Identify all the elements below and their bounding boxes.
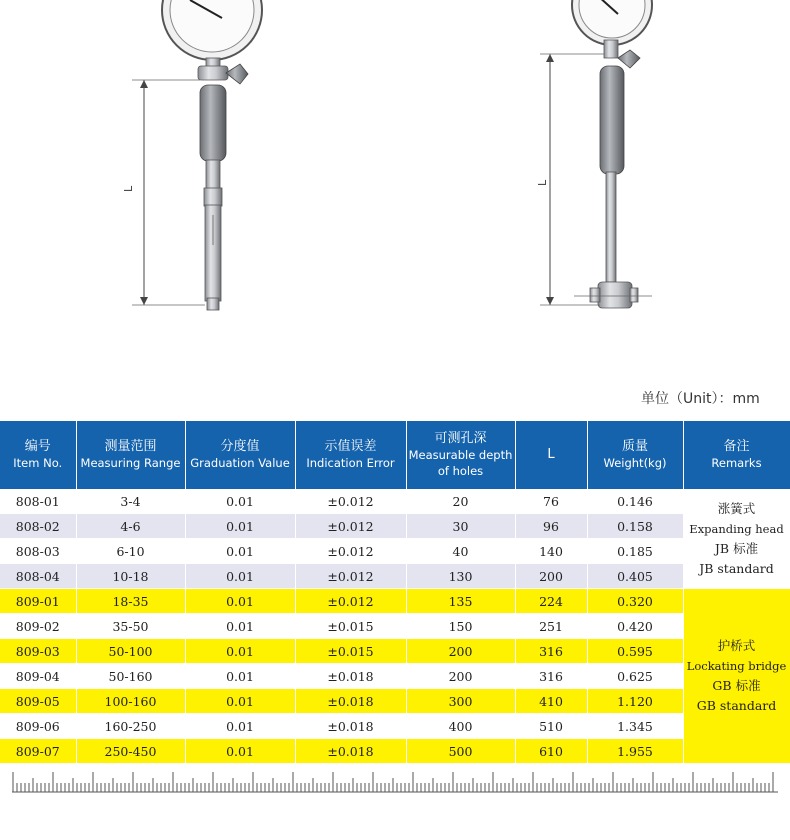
- cell-weight: 0.595: [587, 639, 683, 664]
- cell-l: 224: [515, 589, 587, 614]
- cell-depth: 150: [406, 614, 515, 639]
- cell-error: ±0.012: [295, 514, 406, 539]
- cell-l: 251: [515, 614, 587, 639]
- right-bore-gauge: [536, 0, 652, 308]
- table-row: [0, 589, 790, 614]
- left-dimension-label: L: [122, 185, 135, 192]
- cell-depth: 30: [406, 514, 515, 539]
- cell-graduation: 0.01: [185, 539, 295, 564]
- cell-error: ±0.015: [295, 639, 406, 664]
- right-dimension-label: L: [536, 179, 549, 186]
- cell-graduation: 0.01: [185, 639, 295, 664]
- product-illustration: [0, 0, 790, 390]
- cell-l: 76: [515, 489, 587, 514]
- cell-graduation: 0.01: [185, 589, 295, 614]
- cell-depth: 300: [406, 689, 515, 714]
- header-graduation-value: 分度值 Graduation Value: [185, 421, 295, 489]
- cell-graduation: 0.01: [185, 614, 295, 639]
- cell-graduation: 0.01: [185, 689, 295, 714]
- cell-depth: 500: [406, 739, 515, 764]
- cell-l: 200: [515, 564, 587, 589]
- cell-range: 35-50: [76, 614, 185, 639]
- cell-depth: 40: [406, 539, 515, 564]
- table-header-row: [0, 421, 790, 489]
- header-item-no: 编号 Item No.: [0, 421, 76, 489]
- table-row: [0, 489, 790, 514]
- cell-weight: 0.320: [587, 589, 683, 614]
- cell-graduation: 0.01: [185, 564, 295, 589]
- cell-l: 140: [515, 539, 587, 564]
- cell-item: 809-02: [0, 614, 76, 639]
- cell-depth: 130: [406, 564, 515, 589]
- header-measurable-depth: 可测孔深 Measurable depth of holes: [406, 421, 515, 489]
- table-row: [0, 739, 790, 764]
- cell-graduation: 0.01: [185, 714, 295, 739]
- table-row: [0, 539, 790, 564]
- cell-range: 160-250: [76, 714, 185, 739]
- cell-item: 809-06: [0, 714, 76, 739]
- header-weight: 质量 Weight(kg): [587, 421, 683, 489]
- cell-error: ±0.012: [295, 539, 406, 564]
- cell-item: 808-04: [0, 564, 76, 589]
- cell-weight: 0.146: [587, 489, 683, 514]
- cell-depth: 400: [406, 714, 515, 739]
- cell-weight: 0.158: [587, 514, 683, 539]
- cell-error: ±0.018: [295, 689, 406, 714]
- header-remarks: 备注 Remarks: [683, 421, 790, 489]
- remarks-expanding-head: 涨簧式 Expanding head JB 标准 JB standard: [683, 489, 790, 589]
- cell-l: 96: [515, 514, 587, 539]
- unit-note: 单位（Unit）：mm: [641, 391, 760, 407]
- cell-depth: 200: [406, 664, 515, 689]
- cell-l: 510: [515, 714, 587, 739]
- cell-depth: 135: [406, 589, 515, 614]
- cell-l: 610: [515, 739, 587, 764]
- cell-range: 4-6: [76, 514, 185, 539]
- spec-table: [0, 421, 790, 764]
- header-l: L: [515, 421, 587, 489]
- cell-l: 316: [515, 664, 587, 689]
- cell-error: ±0.018: [295, 664, 406, 689]
- cell-item: 809-01: [0, 589, 76, 614]
- cell-item: 808-01: [0, 489, 76, 514]
- cell-error: ±0.018: [295, 739, 406, 764]
- cell-item: 808-02: [0, 514, 76, 539]
- cell-item: 809-07: [0, 739, 76, 764]
- header-measuring-range: 测量范围 Measuring Range: [76, 421, 185, 489]
- cell-graduation: 0.01: [185, 514, 295, 539]
- cell-range: 50-160: [76, 664, 185, 689]
- cell-item: 809-04: [0, 664, 76, 689]
- ruler-graphic: [12, 770, 778, 794]
- cell-range: 3-4: [76, 489, 185, 514]
- remarks-lockating-bridge: 护桥式 Lockating bridge GB 标准 GB standard: [683, 589, 790, 764]
- table-row: [0, 564, 790, 589]
- cell-item: 808-03: [0, 539, 76, 564]
- cell-weight: 0.185: [587, 539, 683, 564]
- table-row: [0, 664, 790, 689]
- cell-depth: 200: [406, 639, 515, 664]
- cell-range: 100-160: [76, 689, 185, 714]
- cell-graduation: 0.01: [185, 739, 295, 764]
- cell-weight: 0.405: [587, 564, 683, 589]
- cell-weight: 0.625: [587, 664, 683, 689]
- cell-error: ±0.018: [295, 714, 406, 739]
- cell-error: ±0.015: [295, 614, 406, 639]
- cell-range: 250-450: [76, 739, 185, 764]
- cell-error: ±0.012: [295, 489, 406, 514]
- table-row: [0, 714, 790, 739]
- cell-error: ±0.012: [295, 564, 406, 589]
- cell-depth: 20: [406, 489, 515, 514]
- cell-graduation: 0.01: [185, 489, 295, 514]
- cell-item: 809-05: [0, 689, 76, 714]
- cell-item: 809-03: [0, 639, 76, 664]
- header-indication-error: 示值误差 Indication Error: [295, 421, 406, 489]
- cell-weight: 1.955: [587, 739, 683, 764]
- cell-l: 316: [515, 639, 587, 664]
- left-bore-gauge: [122, 0, 262, 310]
- cell-range: 10-18: [76, 564, 185, 589]
- cell-weight: 1.345: [587, 714, 683, 739]
- cell-graduation: 0.01: [185, 664, 295, 689]
- table-row: [0, 689, 790, 714]
- cell-error: ±0.012: [295, 589, 406, 614]
- cell-l: 410: [515, 689, 587, 714]
- cell-range: 6-10: [76, 539, 185, 564]
- cell-range: 50-100: [76, 639, 185, 664]
- table-row: [0, 514, 790, 539]
- cell-weight: 1.120: [587, 689, 683, 714]
- table-row: [0, 639, 790, 664]
- table-row: [0, 614, 790, 639]
- cell-weight: 0.420: [587, 614, 683, 639]
- cell-range: 18-35: [76, 589, 185, 614]
